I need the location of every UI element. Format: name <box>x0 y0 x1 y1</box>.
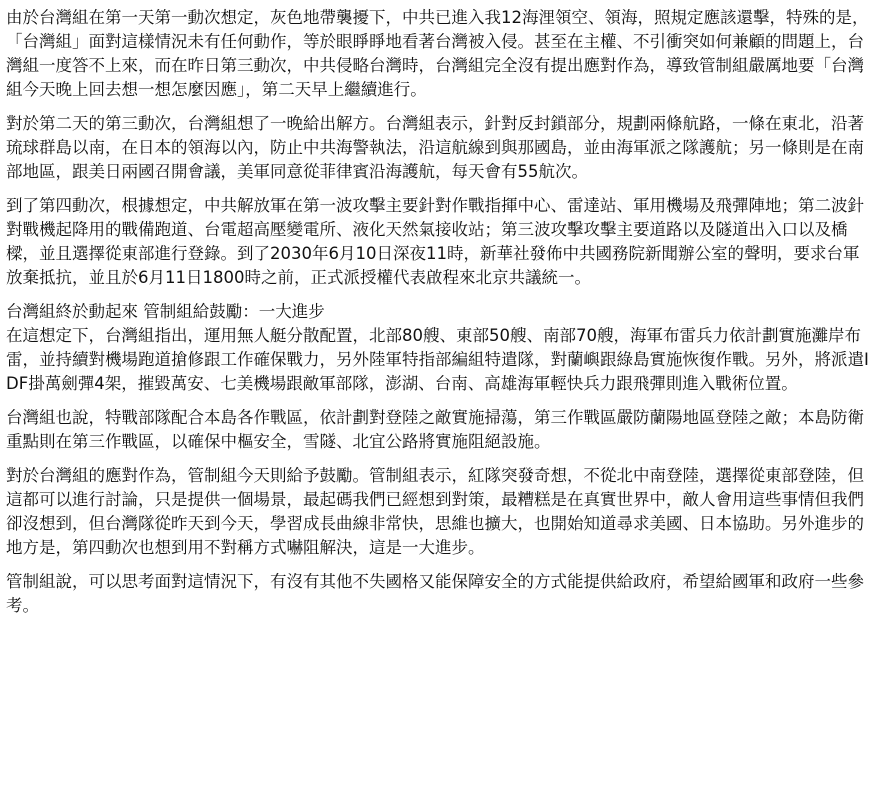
paragraph-day2-third-move: 對於第二天的第三動次，台灣組想了一晚給出解方。台灣組表示，針對反封鎖部分，規劃兩條航路，一條在東北，沿著琉球群島以南，在日本的領海以內，防止中共海警執法，沿這航線到與那國島，並由海軍派之隊護航；另一條則是在南部地區，跟美日兩國召開會議，美軍同意從菲律賓沿海護航，每天會有55航次。 <box>6 114 864 181</box>
paragraph-control-group-feedback: 對於台灣組的應對作為，管制組今天則給予鼓勵。管制組表示，紅隊突發奇想，不從北中南登陸，選擇從東部登陸，但這都可以進行討論，只是提供一個場景，最起碼我們已經想到對策，最糟糕是在真實世界中，敵人會用這些事情但我們卻沒想到，但台灣隊從昨天到今天，學習成長曲線非常快，思維也擴大，也開始知道尋求美國、日本協助。另外進步的地方是，第四動次也想到用不對稱方式嚇阻解決，這是一大進步。 <box>6 466 864 557</box>
paragraph-control-group-suggestion: 管制組說，可以思考面對這情況下，有沒有其他不失國格又能保障安全的方式能提供給政府，希望給國軍和政府一些參考。 <box>6 572 864 615</box>
section-subheading: 台灣組終於動起來 管制組給鼓勵：一大進步 <box>6 302 325 321</box>
paragraph-special-forces: 台灣組也說，特戰部隊配合本島各作戰區，依計劃對登陸之敵實施掃蕩，第三作戰區嚴防蘭陽地區登陸之敵；本島防衛重點則在第三作戰區，以確保中樞安全，雪隧、北宜公路將實施阻絕設施。 <box>6 408 864 451</box>
paragraph-taiwan-group-response: 在這想定下，台灣組指出，運用無人艇分散配置，北部80艘、東部50艘、南部70艘，海軍布雷兵力依計劃實施灘岸布雷，並持續對機場跑道搶修跟工作確保戰力，另外陸軍特指部編組特遣隊，對蘭嶼跟綠島實施恢復作戰。另外，將派遣IDF掛萬劍彈4架，摧毀萬安、七美機場跟敵軍部隊，澎湖、台南、高雄海軍輕快兵力跟飛彈則進入戰術位置。 <box>6 326 869 393</box>
paragraph-day1-summary: 由於台灣組在第一天第一動次想定，灰色地帶襲擾下，中共已進入我12海浬領空、領海，照規定應該還擊，特殊的是，「台灣組」面對這樣情況未有任何動作，等於眼睜睜地看著台灣被入侵。甚至在主權、不引衝突如何兼顧的問題上，台灣組一度答不上來，而在昨日第三動次，中共侵略台灣時，台灣組完全沒有提出應對作為，導致管制組嚴厲地要「台灣組今天晚上回去想一想怎麼因應」，第二天早上繼續進行。 <box>6 8 869 99</box>
paragraph-fourth-move: 到了第四動次，根據想定，中共解放軍在第一波攻擊主要針對作戰指揮中心、雷達站、軍用機場及飛彈陣地；第二波針對戰機起降用的戰備跑道、台電超高壓變電所、液化天然氣接收站；第三波攻擊攻擊主要道路以及隧道出入口以及橋樑，並且選擇從東部進行登錄。到了2030年6月10日深夜11時，新華社發佈中共國務院新聞辦公室的聲明，要求台軍放棄抵抗，並且於6月11日1800時之前，正式派授權代表啟程來北京共議統一。 <box>6 196 864 287</box>
